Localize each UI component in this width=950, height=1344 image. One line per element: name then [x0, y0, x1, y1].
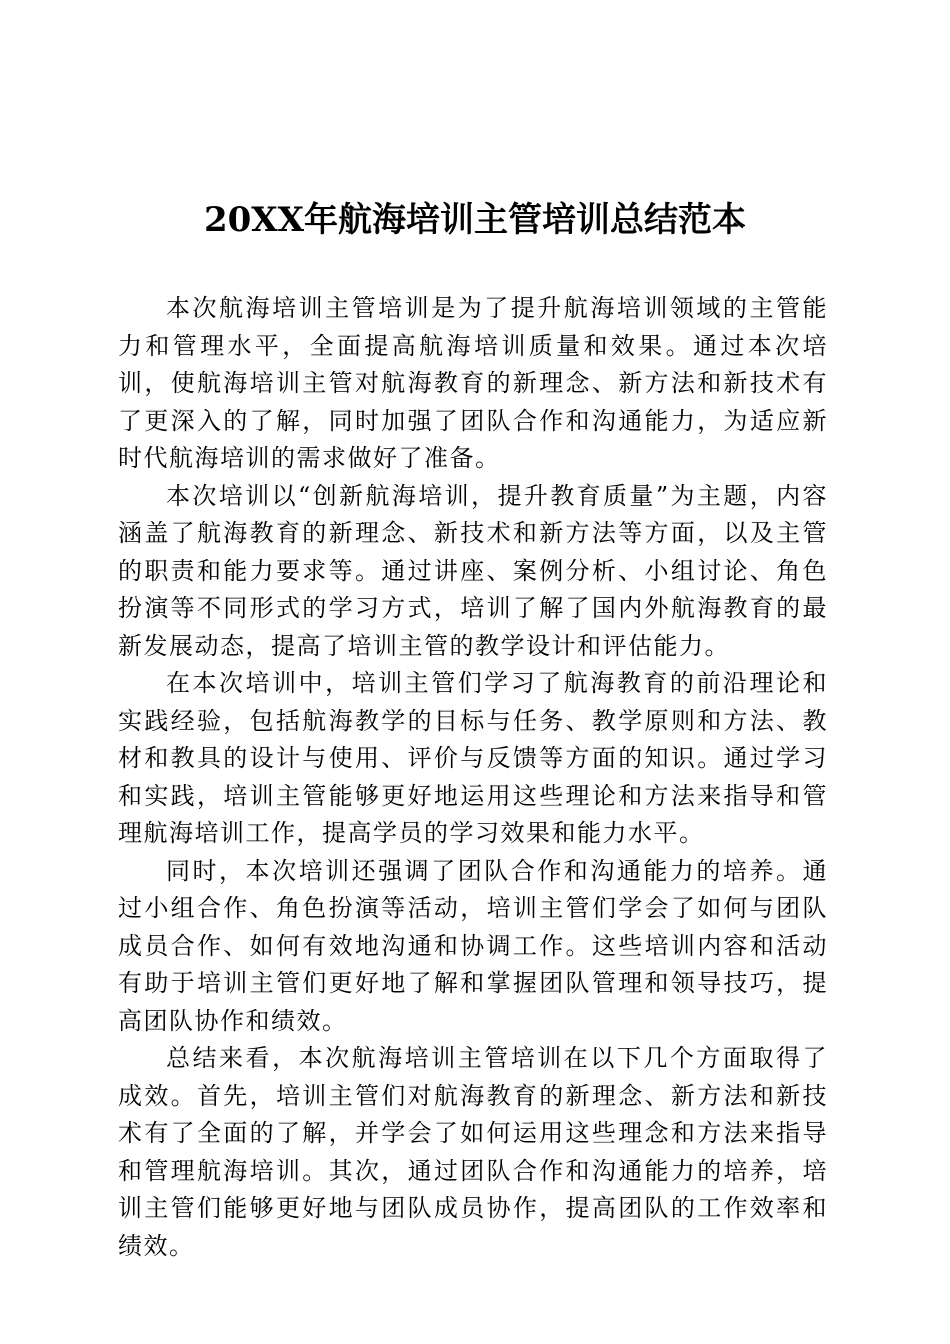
document-title: 20XX年航海培训主管培训总结范本: [203, 200, 747, 240]
paragraph-1: 本次航海培训主管培训是为了提升航海培训领域的主管能力和管理水平，全面提高航海培训质量和效果。通过本次培训，使航海培训主管对航海教育的新理念、新方法和新技术有了更深入的了解，同时加强了团队合作和沟通能力，为适应新时代航海培训的需求做好了准备。: [118, 294, 828, 472]
paragraph-3: 在本次培训中，培训主管们学习了航海教育的前沿理论和实践经验，包括航海教学的目标与任务、教学原则和方法、教材和教具的设计与使用、评价与反馈等方面的知识。通过学习和实践，培训主管能够更好地运用这些理论和方法来指导和管理航海培训工作，提高学员的学习效果和能力水平。: [118, 669, 828, 847]
paragraph-4: 同时，本次培训还强调了团队合作和沟通能力的培养。通过小组合作、角色扮演等活动，培训主管们学会了如何与团队成员合作、如何有效地沟通和协调工作。这些培训内容和活动有助于培训主管们更好地了解和掌握团队管理和领导技巧，提高团队协作和绩效。: [118, 856, 828, 1035]
paragraph-5: 总结来看，本次航海培训主管培训在以下几个方面取得了成效。首先，培训主管们对航海教育的新理念、新方法和新技术有了全面的了解，并学会了如何运用这些理念和方法来指导和管理航海培训。其次，通过团队合作和沟通能力的培养，培训主管们能够更好地与团队成员协作，提高团队的工作效率和绩效。: [118, 1044, 828, 1260]
document-body: [118, 290, 828, 1265]
paragraph-2: 本次培训以“创新航海培训，提升教育质量”为主题，内容涵盖了航海教育的新理念、新技术和新方法等方面，以及主管的职责和能力要求等。通过讲座、案例分析、小组讨论、角色扮演等不同形式的学习方式，培训了解了国内外航海教育的最新发展动态，提高了培训主管的教学设计和评估能力。: [118, 481, 828, 660]
